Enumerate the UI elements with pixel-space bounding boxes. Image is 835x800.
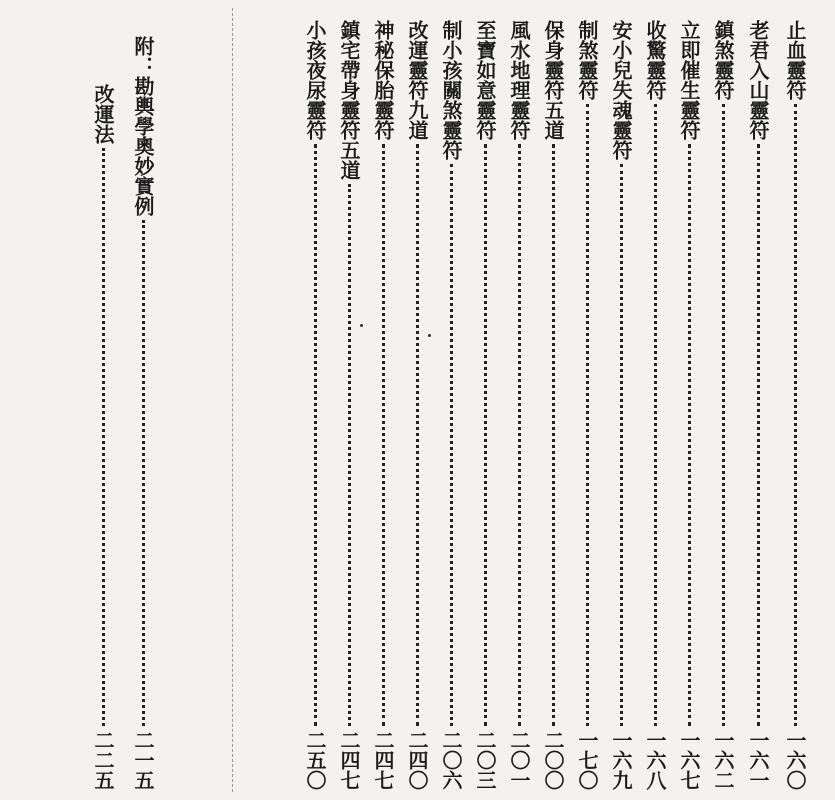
toc-entry-title: 鎮宅帶身靈符五道: [337, 20, 361, 180]
toc-entry-page: 一六〇: [783, 730, 807, 790]
toc-entry: [782, 20, 808, 790]
dot-leader: [757, 144, 760, 726]
dot-leader: [348, 184, 351, 726]
toc-entry: [438, 20, 464, 790]
toc-entry-title: 至寶如意靈符: [473, 20, 497, 140]
dot-leader: [142, 220, 145, 726]
dot-leader: [722, 104, 725, 726]
toc-entry-page: 二四七: [337, 730, 361, 790]
toc-entry: [540, 20, 566, 790]
toc-entry: [472, 20, 498, 790]
toc-entry: [642, 20, 668, 790]
toc-entry-page: 一七〇: [575, 730, 599, 790]
dot-leader: [688, 144, 691, 726]
toc-entry-title: 保身靈符五道: [541, 20, 565, 140]
toc-entry-title: 制煞靈符: [575, 20, 599, 100]
dot-leader: [794, 104, 797, 726]
toc-entry: [336, 20, 362, 790]
toc-entry: [710, 20, 736, 790]
toc-entry: [370, 20, 396, 790]
toc-entry-page: 二四〇: [405, 730, 429, 790]
toc-entry: [130, 36, 156, 790]
toc-entry-title: 安小兒失魂靈符: [609, 20, 633, 160]
toc-entry-page: 二〇〇: [541, 730, 565, 790]
toc-entry-title: 鎮煞靈符: [711, 20, 735, 100]
toc-entry: [676, 20, 702, 790]
dot-leader: [654, 104, 657, 726]
toc-entry-page: 一六八: [643, 730, 667, 790]
toc-entry-page: 一六九: [609, 730, 633, 790]
toc-entry-page: 一六一: [746, 730, 770, 790]
toc-entry: [608, 20, 634, 790]
toc-entry-title: 小孩夜尿靈符: [303, 20, 327, 140]
toc-entry-title: 改運法: [91, 84, 115, 144]
toc-entry: [745, 20, 771, 790]
toc-entry-title: 止血靈符: [783, 20, 807, 100]
toc-entry-title: 風水地理靈符: [507, 20, 531, 140]
dot-leader: [518, 144, 521, 726]
page-gutter-divider: [232, 8, 233, 792]
toc-entry: [302, 20, 328, 790]
dot-leader: [382, 144, 385, 726]
print-speck: [428, 334, 431, 337]
toc-entry-title: 制小孩關煞靈符: [439, 20, 463, 160]
toc-entry: [574, 20, 600, 790]
toc-entry-page: 二一五: [131, 730, 155, 790]
dot-leader: [586, 104, 589, 726]
toc-entry-page: 二四七: [371, 730, 395, 790]
toc-entry-title: 神秘保胎靈符: [371, 20, 395, 140]
toc-entry-page: 一六七: [677, 730, 701, 790]
toc-entry-page: 二〇一: [507, 730, 531, 790]
toc-entry-title: 改運靈符九道: [405, 20, 429, 140]
toc-entry: [90, 84, 116, 790]
dot-leader: [314, 144, 317, 726]
toc-entry-page: 二二五: [91, 730, 115, 790]
dot-leader: [484, 144, 487, 726]
toc-entry-page: 一六二: [711, 730, 735, 790]
toc-entry-title: 附：勘輿學奧妙實例: [131, 36, 155, 216]
dot-leader: [416, 144, 419, 726]
dot-leader: [620, 164, 623, 726]
toc-entry: [506, 20, 532, 790]
dot-leader: [102, 148, 105, 726]
toc-entry: [404, 20, 430, 790]
print-speck: [360, 324, 363, 327]
dot-leader: [552, 144, 555, 726]
toc-entry-title: 老君入山靈符: [746, 20, 770, 140]
toc-entry-title: 立即催生靈符: [677, 20, 701, 140]
toc-entry-page: 二五〇: [303, 730, 327, 790]
toc-entry-page: 二〇六: [439, 730, 463, 790]
toc-entry-page: 二〇三: [473, 730, 497, 790]
toc-entry-title: 收驚靈符: [643, 20, 667, 100]
dot-leader: [450, 164, 453, 726]
